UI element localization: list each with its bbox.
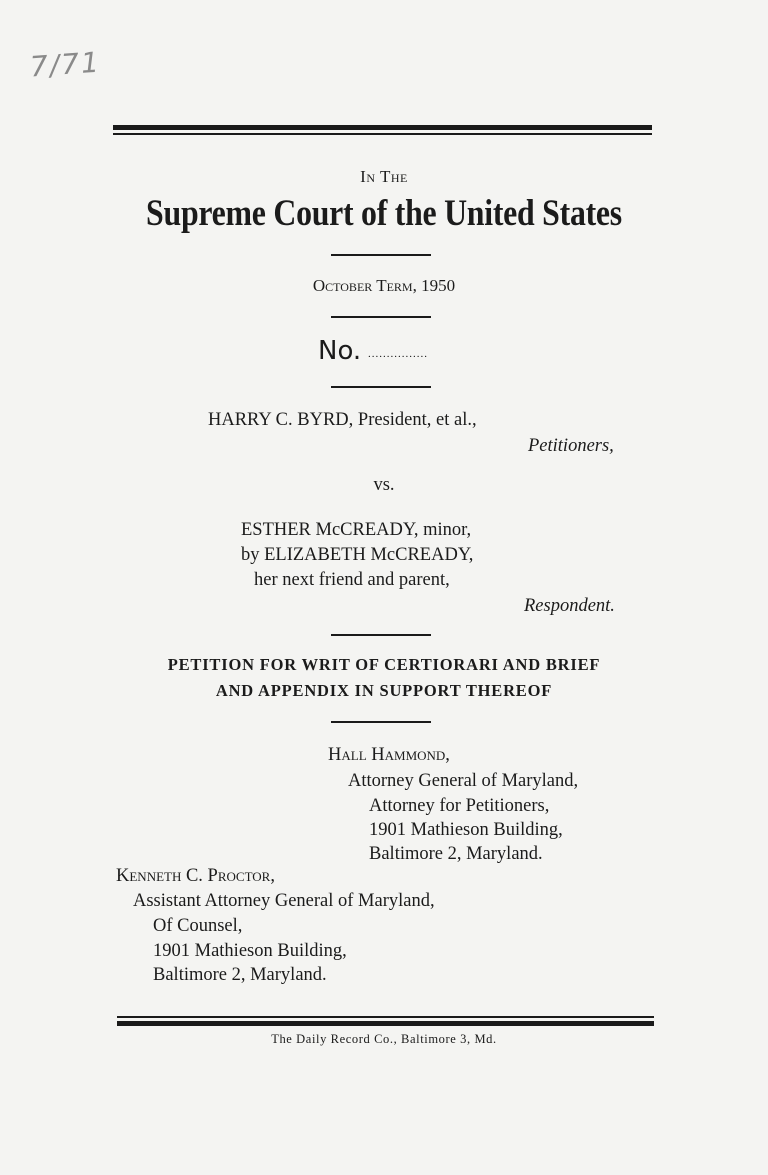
- counsel-line-2: Of Counsel,: [153, 916, 243, 936]
- petition-title-line-1: PETITION FOR WRIT OF CERTIORARI AND BRIEF: [167, 655, 601, 674]
- top-rule-thin: [113, 133, 652, 135]
- docket-number-label: No.: [318, 336, 362, 366]
- respondent-line-1: ESTHER McCREADY, minor,: [241, 520, 472, 540]
- counsel-line-3: 1901 Mathieson Building,: [153, 941, 347, 961]
- respondent-role: Respondent.: [524, 596, 615, 616]
- counsel-line-4: Baltimore 2, Maryland.: [153, 965, 327, 985]
- handwritten-mark: 7/71: [28, 45, 102, 84]
- attorney-line-2: Attorney for Petitioners,: [369, 796, 550, 816]
- counsel-line-1: Assistant Attorney General of Maryland,: [133, 891, 435, 911]
- divider-2: [331, 316, 431, 318]
- top-rule-thick: [113, 125, 652, 130]
- divider-5: [331, 721, 431, 723]
- divider-1: [331, 254, 431, 256]
- attorney-line-4: Baltimore 2, Maryland.: [369, 844, 543, 864]
- attorney-line-3: 1901 Mathieson Building,: [369, 820, 563, 840]
- divider-4: [331, 634, 431, 636]
- petitioner-role: Petitioners,: [528, 436, 614, 456]
- petition-title: [0, 652, 768, 704]
- in-the-heading: In The: [360, 167, 408, 186]
- court-title: Supreme Court of the United States: [146, 193, 622, 234]
- counsel-name: Kenneth C. Proctor,: [116, 866, 275, 886]
- divider-3: [331, 386, 431, 388]
- versus: vs.: [373, 475, 395, 495]
- printer-imprint: The Daily Record Co., Baltimore 3, Md.: [271, 1032, 497, 1046]
- attorney-name: Hall Hammond,: [328, 745, 450, 765]
- petitioner-name: HARRY C. BYRD, President, et al.,: [208, 410, 477, 430]
- term: October Term, 1950: [312, 276, 456, 295]
- respondent-line-3: her next friend and parent,: [254, 570, 450, 590]
- bottom-rule-thin: [117, 1016, 654, 1018]
- attorney-line-1: Attorney General of Maryland,: [348, 771, 579, 791]
- docket-number-blank: ................: [368, 348, 428, 360]
- respondent-line-2: by ELIZABETH McCREADY,: [241, 545, 474, 565]
- bottom-rule-thick: [117, 1021, 654, 1026]
- petition-title-line-2: AND APPENDIX IN SUPPORT THEREOF: [215, 681, 553, 700]
